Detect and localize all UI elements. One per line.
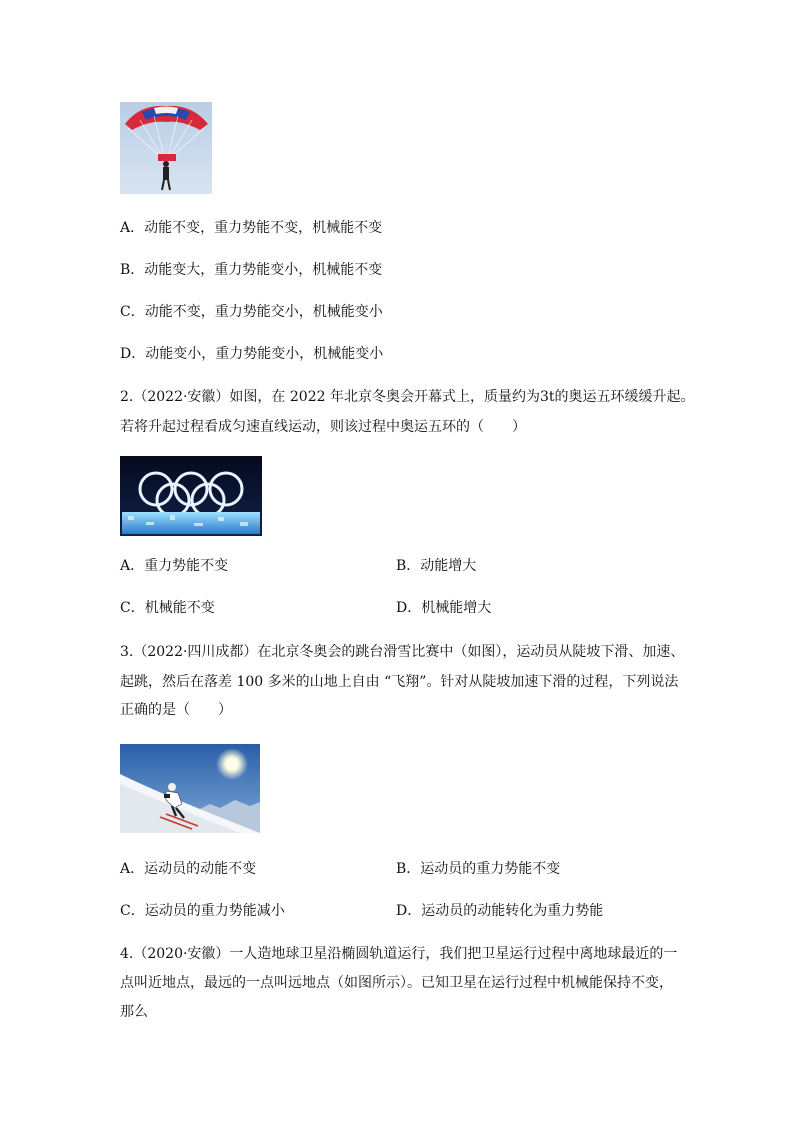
q1-option-b: B．动能变大，重力势能变小，机械能不变 — [120, 262, 383, 278]
q2-option-b: B．动能增大 — [396, 558, 477, 574]
q1-option-c: C．动能不变，重力势能交小，机械能变小 — [120, 304, 383, 320]
q3-stem-line-1: 3.（2022·四川成都）在北京冬奥会的跳台滑雪比赛中（如图），运动员从陡坡下滑、加速、 — [120, 644, 685, 660]
q3-stem-line-3: 正确的是（ ） — [120, 702, 232, 718]
q2-stem-line-2: 若将升起过程看成匀速直线运动，则该过程中奥运五环的（ ） — [120, 419, 526, 435]
q1-option-a: A．动能不变，重力势能不变，机械能不变 — [120, 220, 383, 236]
q2-option-c: C．机械能不变 — [120, 600, 215, 616]
parachute-image — [120, 102, 212, 194]
q1-option-d: D．动能变小，重力势能变小，机械能变小 — [120, 346, 384, 362]
q2-option-d: D．机械能增大 — [396, 600, 492, 616]
q3-stem-line-2: 起跳，然后在落差 100 多米的山地上自由 “飞翔”。针对从陡坡加速下滑的过程，下列说法 — [120, 674, 679, 690]
q2-stem-line-1: 2.（2022·安徽）如图，在 2022 年北京冬奥会开幕式上，质量约为3t的奥运五环缓缓升起。 — [120, 389, 695, 405]
q3-option-c: C．运动员的重力势能减小 — [120, 903, 285, 919]
q4-stem-line-1: 4.（2020·安徽）一人造地球卫星沿椭圆轨道运行，我们把卫星运行过程中离地球最近的一 — [120, 946, 678, 962]
q2-option-a: A．重力势能不变 — [120, 558, 229, 574]
q4-stem-line-2: 点叫近地点，最远的一点叫远地点（如图所示）。已知卫星在运行过程中机械能保持不变， — [120, 975, 673, 991]
q3-option-a: A．运动员的动能不变 — [120, 861, 257, 877]
ski-jump-image — [120, 744, 260, 833]
q4-stem-line-3: 那么 — [120, 1004, 148, 1020]
q3-option-b: B．运动员的重力势能不变 — [396, 861, 561, 877]
q3-option-d: D．运动员的动能转化为重力势能 — [396, 903, 604, 919]
olympic-rings-image — [120, 456, 262, 536]
